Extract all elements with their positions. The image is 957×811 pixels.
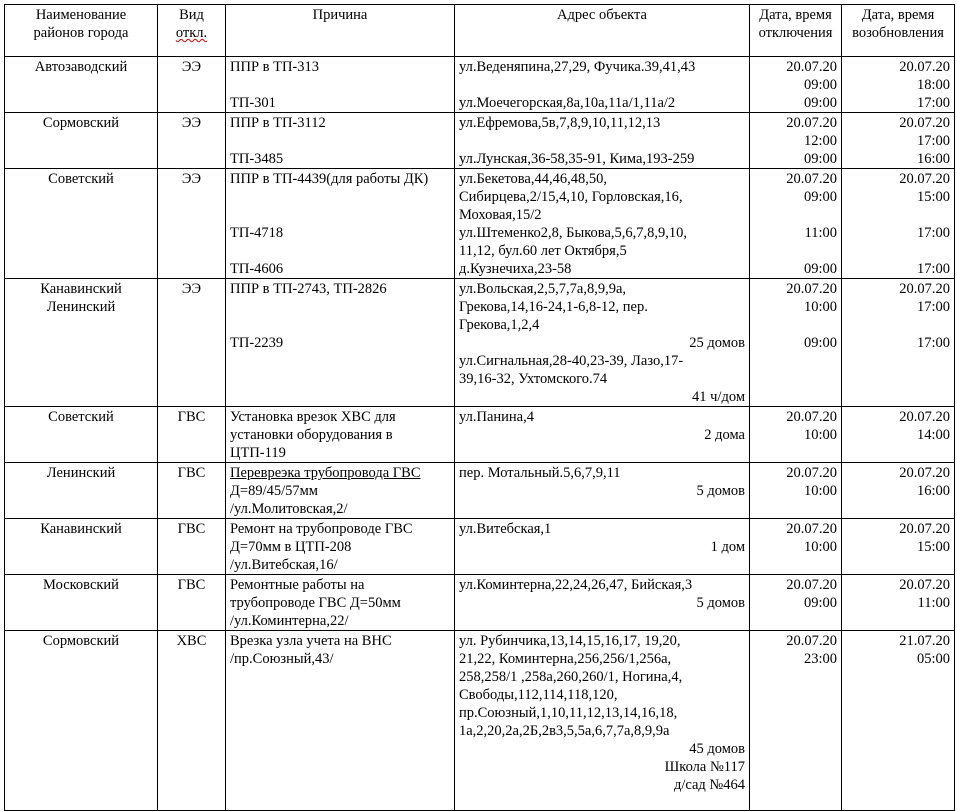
cell-reason: [226, 463, 455, 519]
cell-address: [455, 463, 750, 519]
on-line: 17:00: [916, 133, 950, 149]
district-line: Московский: [43, 577, 119, 593]
district-line: Сормовский: [42, 115, 120, 131]
on-line: 17:00: [916, 299, 950, 315]
cell-reason: [226, 113, 455, 169]
on-line: [846, 206, 950, 224]
on-line: 16:00: [916, 151, 950, 167]
table-row: [5, 463, 955, 519]
type-line: ЭЭ: [181, 115, 202, 131]
cell-off: [750, 113, 842, 169]
district-line: Канавинский: [40, 281, 122, 297]
on-line: [846, 242, 950, 260]
on-line: 20.07.20: [899, 409, 950, 425]
cell-off: [750, 575, 842, 631]
off-line: 20.07.20: [786, 171, 837, 187]
cell-on: [842, 463, 955, 519]
reason-line: [230, 206, 450, 224]
on-line: [846, 316, 950, 334]
off-line: 20.07.20: [786, 577, 837, 593]
type-line: ЭЭ: [181, 171, 202, 187]
cell-address: [455, 575, 750, 631]
reason-line: [230, 316, 450, 334]
table-row: [5, 113, 955, 169]
cell-address: [455, 57, 750, 113]
cell-district: [5, 519, 158, 575]
cell-type: [158, 631, 226, 811]
on-line: 20.07.20: [899, 171, 950, 187]
on-line: 17:00: [916, 225, 950, 241]
on-line: 20.07.20: [899, 577, 950, 593]
reason-line: Ремонт на трубопроводе ГВС: [230, 521, 413, 537]
type-line: ГВС: [177, 465, 206, 481]
cell-type: [158, 407, 226, 463]
address-line: Сибирцева,2/15,4,10, Горловская,16,: [459, 189, 683, 205]
off-line: 20.07.20: [786, 115, 837, 131]
off-line: 20.07.20: [786, 465, 837, 481]
off-line: 09:00: [803, 595, 837, 611]
cell-off: [750, 169, 842, 279]
district-line: Ленинский: [46, 299, 116, 315]
header-type-line-2: откл.: [175, 25, 208, 41]
reason-line: ТП-301: [230, 95, 276, 111]
cell-address: [455, 631, 750, 811]
off-line: 11:00: [804, 225, 837, 241]
address-line: 258,258/1 ,258а,260,260/1, Ногина,4,: [459, 669, 683, 685]
off-line: 09:00: [803, 261, 837, 277]
address-line: ул.Веденяпина,27,29, Фучика.39,41,43: [459, 59, 696, 75]
reason-line: Д=89/45/57мм: [230, 483, 318, 499]
address-line: 5 домов: [696, 483, 745, 499]
cell-on: [842, 575, 955, 631]
header-district-line-1: Наименование: [35, 7, 127, 23]
address-line: 39,16-32, Ухтомского.74: [459, 371, 608, 387]
header-off-line-2: отключения: [758, 25, 833, 41]
cell-type: [158, 575, 226, 631]
reason-line: /пр.Союзный,43/: [230, 651, 334, 667]
address-line: д.Кузнечиха,23-58: [459, 261, 572, 277]
address-line: 41 ч/дом: [692, 389, 745, 405]
type-line: ГВС: [177, 409, 206, 425]
header-row: [5, 5, 955, 57]
reason-line: [230, 242, 450, 260]
on-line: 20.07.20: [899, 465, 950, 481]
district-line: Советский: [48, 409, 114, 425]
on-line: 14:00: [916, 427, 950, 443]
cell-district: [5, 57, 158, 113]
cell-on: [842, 169, 955, 279]
address-line: 11,12, бул.60 лет Октября,5: [459, 243, 627, 259]
outage-table: [4, 4, 955, 811]
table-row: [5, 169, 955, 279]
cell-type: [158, 463, 226, 519]
cell-reason: [226, 519, 455, 575]
reason-line: ТП-4606: [230, 261, 284, 277]
cell-district: [5, 631, 158, 811]
off-line: [754, 316, 837, 334]
cell-reason: [226, 279, 455, 407]
table-row: [5, 519, 955, 575]
reason-line: /ул.Витебская,16/: [230, 557, 338, 573]
address-line: 25 домов: [689, 335, 745, 351]
off-line: 20.07.20: [786, 281, 837, 297]
district-line: Ленинский: [46, 465, 116, 481]
off-line: 09:00: [803, 95, 837, 111]
address-line: [459, 76, 745, 94]
cell-on: [842, 631, 955, 811]
header-address: [455, 5, 750, 57]
address-line: ул.Вольская,2,5,7,7а,8,9,9а,: [459, 281, 627, 297]
address-line: ул.Штеменко2,8, Быкова,5,6,7,8,9,10,: [459, 225, 688, 241]
cell-district: [5, 575, 158, 631]
on-line: 21.07.20: [899, 633, 950, 649]
cell-district: [5, 463, 158, 519]
reason-line: установки оборудования в: [230, 427, 393, 443]
address-line: 21,22, Коминтерна,256,256/1,256а,: [459, 651, 672, 667]
cell-address: [455, 279, 750, 407]
cell-type: [158, 169, 226, 279]
address-line: Школа №117: [664, 759, 745, 775]
header-type: [158, 5, 226, 57]
cell-reason: [226, 575, 455, 631]
cell-reason: [226, 57, 455, 113]
table-body: [5, 57, 955, 811]
cell-off: [750, 57, 842, 113]
table-row: [5, 57, 955, 113]
cell-reason: [226, 407, 455, 463]
table-row: [5, 407, 955, 463]
cell-district: [5, 279, 158, 407]
on-line: 16:00: [916, 483, 950, 499]
header-type-line-1: Вид: [179, 7, 204, 23]
cell-type: [158, 113, 226, 169]
address-line: [459, 132, 745, 150]
on-line: 05:00: [916, 651, 950, 667]
reason-line: ППР в ТП-313: [230, 59, 320, 75]
district-line: Советский: [48, 171, 114, 187]
cell-address: [455, 169, 750, 279]
cell-on: [842, 407, 955, 463]
header-district-line-2: районов города: [33, 25, 129, 41]
reason-line: [230, 188, 450, 206]
header-on-line-1: Дата, время: [861, 7, 935, 23]
address-line: Свободы,112,114,118,120,: [459, 687, 618, 703]
cell-off: [750, 631, 842, 811]
cell-reason: [226, 169, 455, 279]
address-line: 2 дома: [704, 427, 745, 443]
header-district: [5, 5, 158, 57]
reason-line: ЦТП-119: [230, 445, 286, 461]
off-line: 10:00: [803, 299, 837, 315]
address-line: 1 дом: [710, 539, 745, 555]
cell-type: [158, 519, 226, 575]
off-line: 10:00: [803, 427, 837, 443]
header-address-text: Адрес объекта: [557, 7, 647, 23]
type-line: ЭЭ: [181, 281, 202, 297]
reason-line: ТП-2239: [230, 335, 284, 351]
type-line: ГВС: [177, 521, 206, 537]
cell-reason: [226, 631, 455, 811]
reason-line: ППР в ТП-3112: [230, 115, 326, 131]
off-line: 09:00: [803, 189, 837, 205]
address-line: д/сад №464: [673, 777, 745, 793]
address-line: 45 домов: [689, 741, 745, 757]
address-line: ул.Коминтерна,22,24,26,47, Бийская,3: [459, 577, 693, 593]
cell-on: [842, 57, 955, 113]
on-line: 17:00: [916, 335, 950, 351]
off-line: 12:00: [803, 133, 837, 149]
reason-line: Д=70мм в ЦТП-208: [230, 539, 352, 555]
cell-off: [750, 407, 842, 463]
cell-district: [5, 169, 158, 279]
type-line: ХВС: [176, 633, 207, 649]
on-line: 20.07.20: [899, 281, 950, 297]
on-line: 20.07.20: [899, 521, 950, 537]
cell-type: [158, 57, 226, 113]
reason-line: ТП-3485: [230, 151, 284, 167]
off-line: [754, 206, 837, 224]
reason-line: [230, 132, 450, 150]
off-line: 20.07.20: [786, 633, 837, 649]
address-line: 1а,2,20,2а,2Б,2в3,5,5а,6,7,7а,8,9,9а: [459, 723, 670, 739]
on-line: 20.07.20: [899, 59, 950, 75]
reason-line: ППР в ТП-4439(для работы ДК): [230, 171, 429, 187]
on-line: 15:00: [916, 539, 950, 555]
address-line: ул.Бекетова,44,46,48,50,: [459, 171, 607, 187]
cell-off: [750, 279, 842, 407]
address-line: Грекова,1,2,4: [459, 317, 540, 333]
on-line: 17:00: [916, 261, 950, 277]
reason-line: [230, 76, 450, 94]
address-line: ул.Моечегорская,8а,10а,11а/1,11а/2: [459, 95, 676, 111]
address-line: Моховая,15/2: [459, 207, 542, 223]
table-row: [5, 279, 955, 407]
cell-district: [5, 113, 158, 169]
off-line: 09:00: [803, 77, 837, 93]
reason-line: трубопроводе ГВС Д=50мм: [230, 595, 401, 611]
address-line: ул.Лунская,36-58,35-91, Кима,193-259: [459, 151, 695, 167]
cell-on: [842, 113, 955, 169]
cell-off: [750, 519, 842, 575]
type-line: ГВС: [177, 577, 206, 593]
reason-line: Установка врезок ХВС для: [230, 409, 396, 425]
off-line: 09:00: [803, 151, 837, 167]
type-line: ЭЭ: [181, 59, 202, 75]
district-line: Автозаводский: [34, 59, 128, 75]
cell-district: [5, 407, 158, 463]
on-line: 17:00: [916, 95, 950, 111]
address-line: ул.Сигнальная,28-40,23-39, Лазо,17-: [459, 353, 684, 369]
off-line: 20.07.20: [786, 521, 837, 537]
header-reason: [226, 5, 455, 57]
district-line: Сормовский: [42, 633, 120, 649]
on-line: 15:00: [916, 189, 950, 205]
off-line: 20.07.20: [786, 409, 837, 425]
reason-line: Врезка узла учета на ВНС: [230, 633, 392, 649]
address-line: ул.Панина,4: [459, 409, 534, 425]
header-on-line-2: возобновления: [852, 25, 944, 41]
address-line: пр.Союзный,1,10,11,12,13,14,16,18,: [459, 705, 678, 721]
cell-address: [455, 519, 750, 575]
cell-address: [455, 113, 750, 169]
on-line: 11:00: [917, 595, 950, 611]
cell-address: [455, 407, 750, 463]
off-line: 10:00: [803, 483, 837, 499]
table-row: [5, 631, 955, 811]
off-line: 10:00: [803, 539, 837, 555]
cell-off: [750, 463, 842, 519]
reason-line: Перевреэка трубопровода ГВС: [230, 465, 421, 481]
off-line: 23:00: [803, 651, 837, 667]
header-off-line-1: Дата, время: [759, 7, 832, 23]
reason-line: [230, 298, 450, 316]
address-line: 5 домов: [696, 595, 745, 611]
header-reason-text: Причина: [312, 7, 368, 23]
header-off: [750, 5, 842, 57]
reason-line: Ремонтные работы на: [230, 577, 365, 593]
address-line: ул.Витебская,1: [459, 521, 552, 537]
off-line: [754, 242, 837, 260]
table-row: [5, 575, 955, 631]
reason-line: /ул.Молитовская,2/: [230, 501, 348, 517]
on-line: 18:00: [916, 77, 950, 93]
district-line: Канавинский: [40, 521, 122, 537]
address-line: пер. Мотальный.5,6,7,9,11: [459, 465, 621, 481]
reason-line: /ул.Коминтерна,22/: [230, 613, 349, 629]
address-line: ул. Рубинчика,13,14,15,16,17, 19,20,: [459, 633, 681, 649]
reason-line: ТП-4718: [230, 225, 284, 241]
cell-on: [842, 519, 955, 575]
address-line: Грекова,14,16-24,1-6,8-12, пер.: [459, 299, 648, 315]
address-line: ул.Ефремова,5в,7,8,9,10,11,12,13: [459, 115, 661, 131]
reason-line: ППР в ТП-2743, ТП-2826: [230, 281, 387, 297]
off-line: 09:00: [803, 335, 837, 351]
on-line: 20.07.20: [899, 115, 950, 131]
cell-on: [842, 279, 955, 407]
off-line: 20.07.20: [786, 59, 837, 75]
header-on: [842, 5, 955, 57]
cell-type: [158, 279, 226, 407]
